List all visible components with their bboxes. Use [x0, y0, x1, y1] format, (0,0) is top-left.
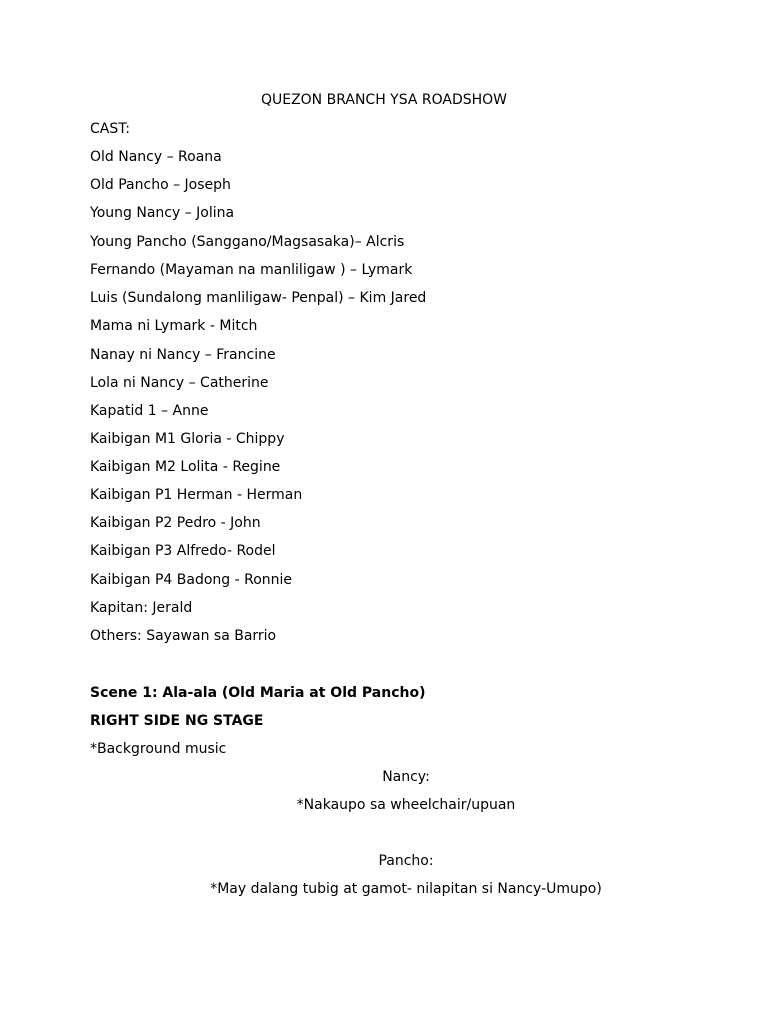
cast-line: Kaibigan P1 Herman - Herman	[90, 487, 303, 503]
cast-line: Others: Sayawan sa Barrio	[90, 628, 277, 644]
cast-line: Old Nancy – Roana	[90, 149, 222, 165]
document-title: QUEZON BRANCH YSA ROADSHOW	[260, 92, 508, 108]
cast-heading: CAST:	[90, 121, 130, 137]
cast-line: Kaibigan P4 Badong - Ronnie	[90, 572, 293, 588]
cast-line: Lola ni Nancy – Catherine	[90, 375, 269, 391]
stage-heading: RIGHT SIDE NG STAGE	[90, 713, 264, 729]
stage-direction-pancho: *May dalang tubig at gamot- nilapitan si Nancy-Umupo)	[210, 881, 602, 897]
stage-direction-nancy: *Nakaupo sa wheelchair/upuan	[296, 797, 516, 813]
cast-line: Young Pancho (Sanggano/Magsasaka)– Alcris	[90, 234, 405, 250]
cast-line: Kapitan: Jerald	[90, 600, 193, 616]
cast-line: Mama ni Lymark - Mitch	[90, 318, 258, 334]
cast-line: Kapatid 1 – Anne	[90, 403, 209, 419]
cast-line: Luis (Sundalong manliligaw- Penpal) – Kim Jared	[90, 290, 427, 306]
cast-line: Kaibigan M2 Lolita - Regine	[90, 459, 281, 475]
stage-direction: *Background music	[90, 741, 227, 757]
cast-line: Old Pancho – Joseph	[90, 177, 231, 193]
character-label-pancho: Pancho:	[378, 853, 434, 869]
cast-line: Fernando (Mayaman na manliligaw ) – Lymark	[90, 262, 413, 278]
cast-line: Young Nancy – Jolina	[90, 205, 235, 221]
scene-heading: Scene 1: Ala-ala (Old Maria at Old Pancho)	[90, 685, 426, 701]
character-label-nancy: Nancy:	[382, 769, 430, 785]
cast-line: Kaibigan P2 Pedro - John	[90, 515, 261, 531]
cast-line: Kaibigan P3 Alfredo- Rodel	[90, 543, 276, 559]
cast-line: Nanay ni Nancy – Francine	[90, 347, 276, 363]
cast-line: Kaibigan M1 Gloria - Chippy	[90, 431, 285, 447]
